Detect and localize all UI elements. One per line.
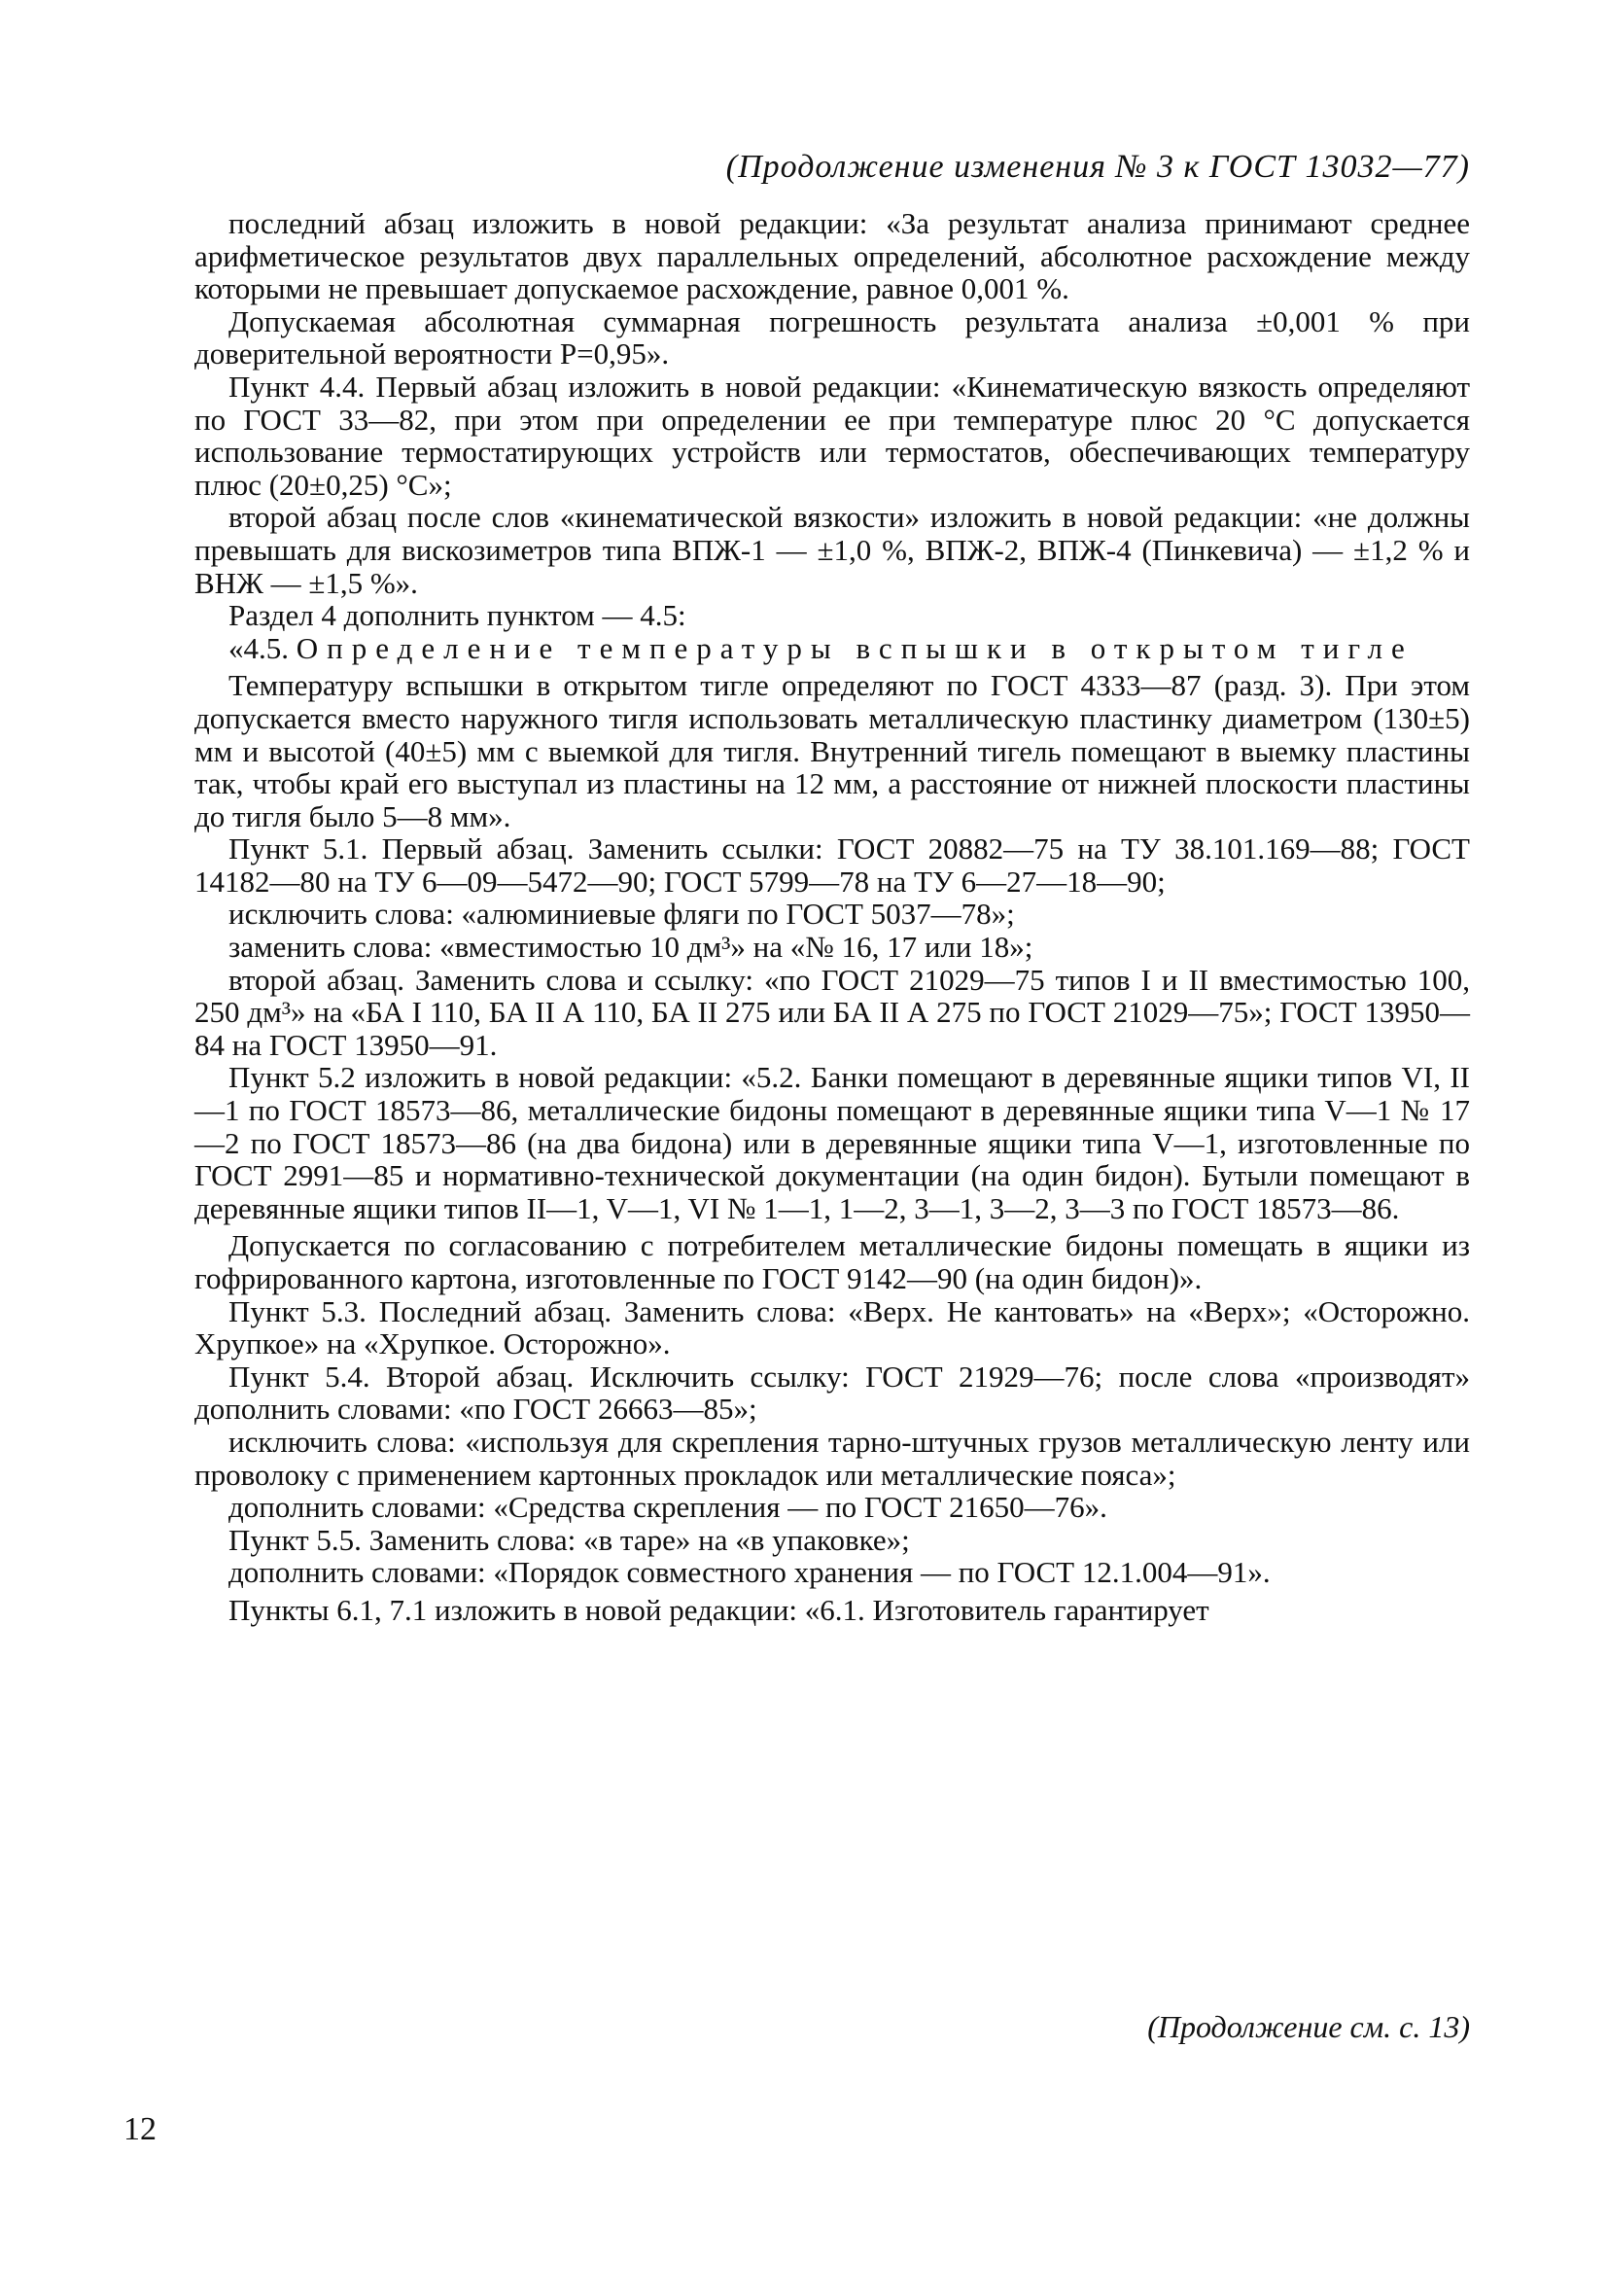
section-title: Определение температуры вспышки в открытом тигле xyxy=(296,630,1414,665)
continuation-note: (Продолжение см. с. 13) xyxy=(1147,2009,1470,2044)
paragraph: дополнить словами: «Порядок совместного хранения — по ГОСТ 12.1.004—91». xyxy=(228,1555,1271,1590)
paragraph: Пункт 5.1. Первый абзац. Заменить ссылки: ГОСТ 20882—75 на ТУ 38.101.169—88; ГОСТ 14182—80 на ТУ 6—09—5472—90; ГОСТ 5799—78 на ТУ 6—27—18—90; xyxy=(194,831,1470,899)
paragraph: Допускается по согласованию с потребителем металлические бидоны помещать в ящики из гофрированного картона, изготовленные по ГОСТ 9142—90 (на один бидон)». xyxy=(194,1228,1470,1295)
paragraph: дополнить словами: «Средства скрепления — по ГОСТ 21650—76». xyxy=(228,1490,1107,1525)
paragraph: заменить слова: «вместимостью 10 дм³» на «№ 16, 17 или 18»; xyxy=(228,930,1033,965)
paragraph: исключить слова: «используя для скрепления тарно-штучных грузов металлическую ленту или проволоку с применением картонных прокладок или металлические пояса»; xyxy=(194,1424,1470,1492)
paragraph: исключить слова: «алюминиевые фляги по ГОСТ 5037—78»; xyxy=(228,897,1015,932)
paragraph: Пункт 5.2 изложить в новой редакции: «5.2. Банки помещают в деревянные ящики типов VI, II—1 по ГОСТ 18573—86, металлические бидоны помещают в деревянные ящики типа V—1 № 17—2 по ГОСТ 18573—86 (на два бидона) или в деревянные ящики типа V—1, изготовленные по ГОСТ 2991—85 и нормативно-технической документации (на один бидон). Бутыли помещают в деревянные ящики типов II—1, V—1, VI № 1—1, 1—2, 3—1, 3—2, 3—3 по ГОСТ 18573—86. xyxy=(194,1060,1470,1225)
page-number: 12 xyxy=(123,2111,157,2147)
paragraph: второй абзац. Заменить слова и ссылку: «по ГОСТ 21029—75 типов I и II вместимостью 100, 250 дм³» на «БА I 110, БА II А 110, БА II 275 или БА II А 275 по ГОСТ 21029—75»; ГОСТ 13950—84 на ГОСТ 13950—91. xyxy=(194,962,1470,1062)
paragraph: последний абзац изложить в новой редакции: «За результат анализа принимают среднее арифметическое результатов двух параллельных определений, абсолютное расхождение между которыми не превышает допускаемое расхождение, равное 0,001 %. xyxy=(194,206,1470,306)
paragraph: Раздел 4 дополнить пунктом — 4.5: xyxy=(228,598,686,633)
paragraph: Пункт 5.4. Второй абзац. Исключить ссылку: ГОСТ 21929—76; после слова «производят» дополнить словами: «по ГОСТ 26663—85»; xyxy=(194,1359,1470,1427)
section-heading xyxy=(194,632,1470,665)
body-text xyxy=(194,207,1470,1627)
paragraph: Температуру вспышки в открытом тигле определяют по ГОСТ 4333—87 (разд. 3). При этом допускается вместо наружного тигля использовать металлическую пластинку диаметром (130±5) мм и высотой (40±5) мм с выемкой для тигля. Внутренний тигель помещают в выемку пластины так, чтобы край его выступал из пластины на 12 мм, а расстояние от нижней плоскости пластины до тигля было 5—8 мм». xyxy=(194,668,1470,833)
paragraph: Пункт 5.3. Последний абзац. Заменить слова: «Верх. Не кантовать» на «Верх»; «Осторожно. Хрупкое» на «Хрупкое. Осторожно». xyxy=(194,1293,1470,1361)
running-header: (Продолжение изменения № 3 к ГОСТ 13032—77) xyxy=(725,149,1470,185)
paragraph: Пункт 4.4. Первый абзац изложить в новой редакции: «Кинематическую вязкость определяют по ГОСТ 33—82, при этом при определении ее при температуре плюс 20 °С допускается использование термостатирующих устройств или термостатов, обеспечивающих температуру плюс (20±0,25) °С»; xyxy=(194,369,1470,502)
section-number: «4.5. xyxy=(228,630,289,665)
paragraph: Пункты 6.1, 7.1 изложить в новой редакции: «6.1. Изготовитель гарантирует xyxy=(228,1592,1209,1627)
paragraph: Пункт 5.5. Заменить слова: «в таре» на «в упаковке»; xyxy=(228,1522,910,1557)
paragraph: Допускаемая абсолютная суммарная погрешность результата анализа ±0,001 % при доверительной вероятности P=0,95». xyxy=(194,303,1470,371)
paragraph: второй абзац после слов «кинематической вязкости» изложить в новой редакции: «не должны превышать для вискозиметров типа ВПЖ-1 — ±1,0 %, ВПЖ-2, ВПЖ-4 (Пинкевича) — ±1,2 % и ВНЖ — ±1,5 %». xyxy=(194,500,1470,600)
